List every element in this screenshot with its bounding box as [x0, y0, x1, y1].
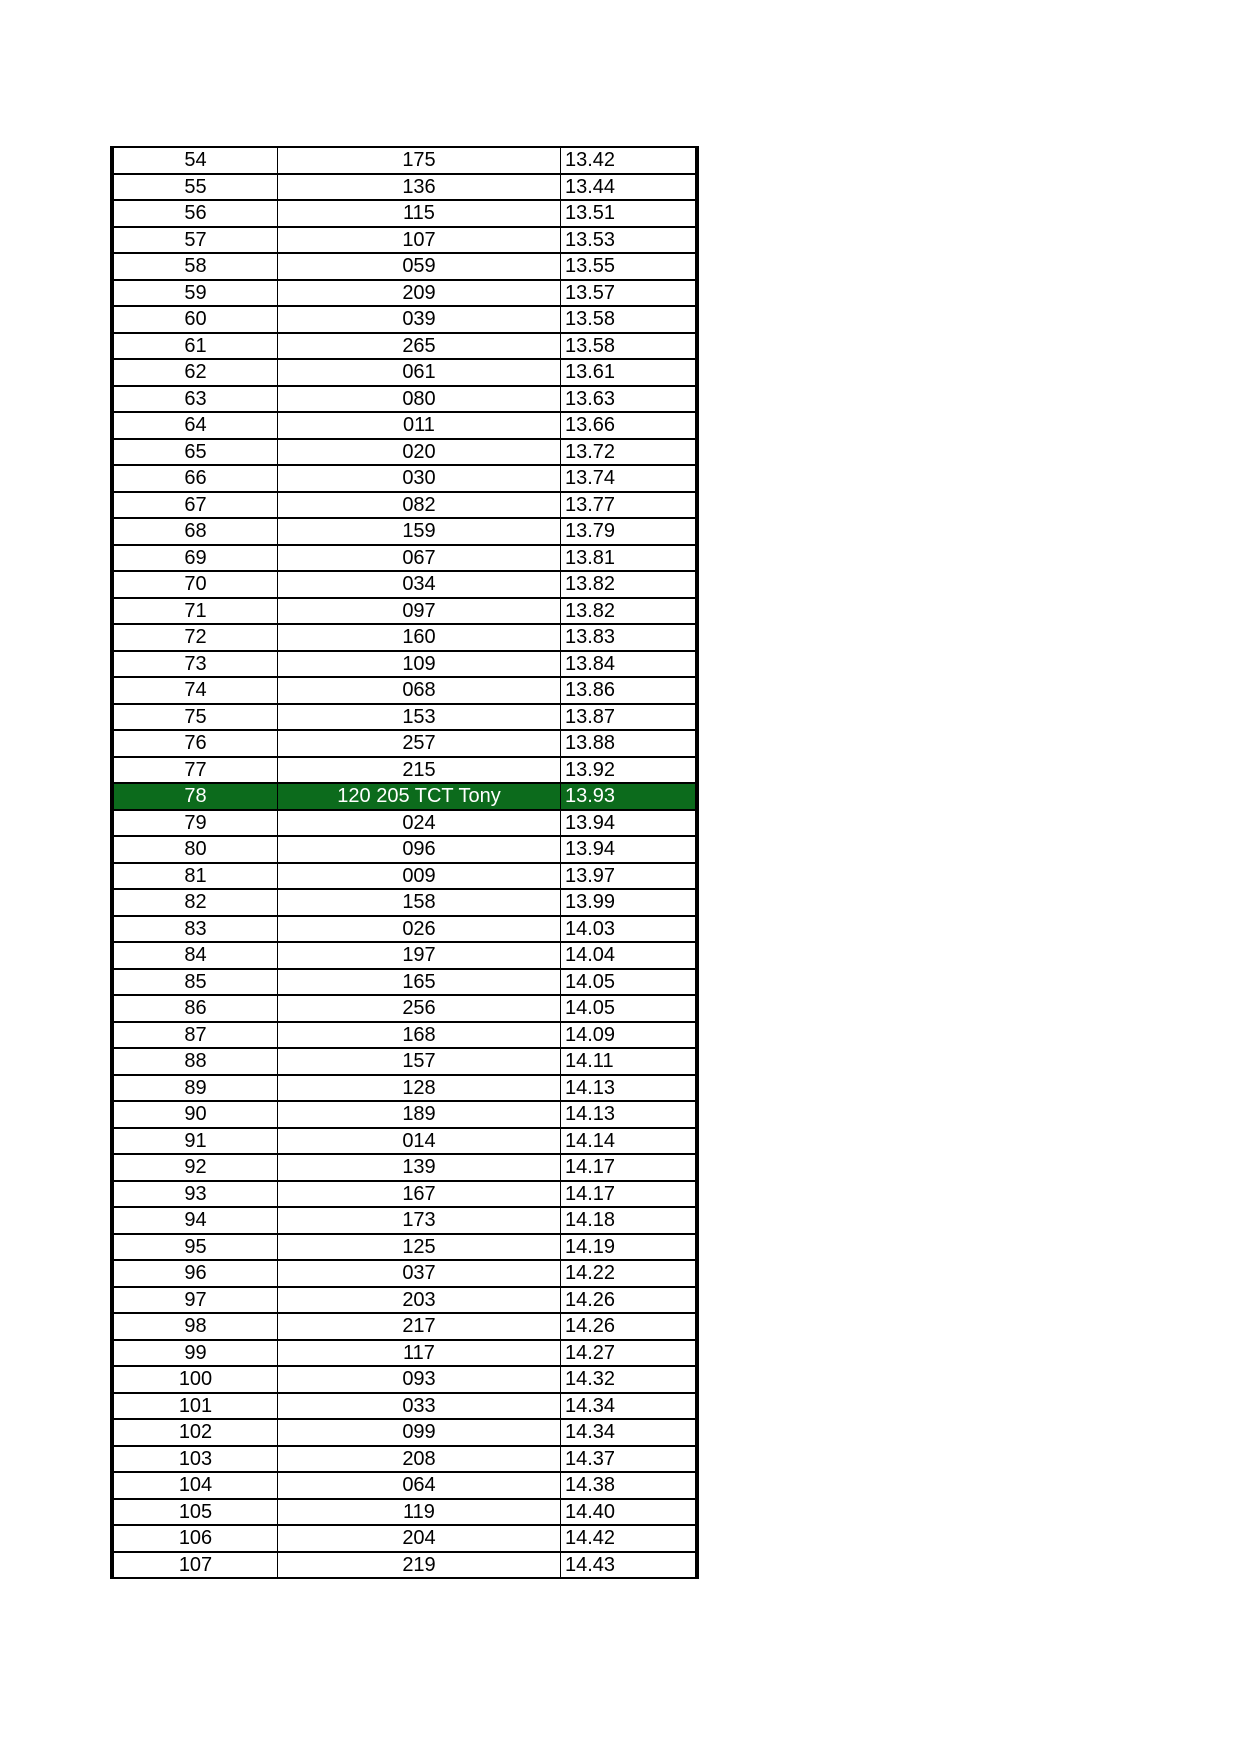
- place-cell: 79: [112, 810, 278, 837]
- entry-id-cell: 020: [278, 439, 561, 466]
- time-cell: 13.63: [561, 386, 698, 413]
- place-cell: 97: [112, 1287, 278, 1314]
- results-table: [110, 146, 699, 1579]
- place-cell: 106: [112, 1525, 278, 1552]
- table-row: [112, 1472, 697, 1499]
- entry-id-cell: 026: [278, 916, 561, 943]
- time-cell: 13.82: [561, 571, 698, 598]
- entry-id-cell: 061: [278, 359, 561, 386]
- table-row: [112, 492, 697, 519]
- time-cell: 14.32: [561, 1366, 698, 1393]
- time-cell: 13.53: [561, 227, 698, 254]
- place-cell: 74: [112, 677, 278, 704]
- time-cell: 13.66: [561, 412, 698, 439]
- results-table-body: [112, 147, 697, 1578]
- table-row: [112, 836, 697, 863]
- table-row: [112, 1101, 697, 1128]
- entry-id-cell: 139: [278, 1154, 561, 1181]
- entry-id-cell: 109: [278, 651, 561, 678]
- time-cell: 14.26: [561, 1287, 698, 1314]
- place-cell: 88: [112, 1048, 278, 1075]
- place-cell: 103: [112, 1446, 278, 1473]
- entry-id-cell: 208: [278, 1446, 561, 1473]
- place-cell: 94: [112, 1207, 278, 1234]
- time-cell: 13.55: [561, 253, 698, 280]
- table-row: [112, 386, 697, 413]
- time-cell: 14.05: [561, 969, 698, 996]
- place-cell: 96: [112, 1260, 278, 1287]
- place-cell: 77: [112, 757, 278, 784]
- entry-id-cell: 082: [278, 492, 561, 519]
- place-cell: 69: [112, 545, 278, 572]
- entry-id-cell: 039: [278, 306, 561, 333]
- entry-id-cell: 157: [278, 1048, 561, 1075]
- place-cell: 92: [112, 1154, 278, 1181]
- time-cell: 13.93: [561, 783, 698, 810]
- table-row: [112, 147, 697, 174]
- entry-id-cell: 219: [278, 1552, 561, 1579]
- time-cell: 13.81: [561, 545, 698, 572]
- table-row-highlighted: [112, 783, 697, 810]
- entry-id-cell: 068: [278, 677, 561, 704]
- table-row: [112, 1499, 697, 1526]
- place-cell: 59: [112, 280, 278, 307]
- entry-id-cell: 037: [278, 1260, 561, 1287]
- entry-id-cell: 096: [278, 836, 561, 863]
- place-cell: 80: [112, 836, 278, 863]
- place-cell: 62: [112, 359, 278, 386]
- table-row: [112, 545, 697, 572]
- place-cell: 67: [112, 492, 278, 519]
- table-row: [112, 889, 697, 916]
- entry-id-cell: 165: [278, 969, 561, 996]
- table-row: [112, 227, 697, 254]
- entry-id-cell: 099: [278, 1419, 561, 1446]
- table-row: [112, 1313, 697, 1340]
- table-row: [112, 1340, 697, 1367]
- time-cell: 14.13: [561, 1101, 698, 1128]
- entry-id-cell: 257: [278, 730, 561, 757]
- table-row: [112, 863, 697, 890]
- entry-id-cell: 119: [278, 1499, 561, 1526]
- place-cell: 54: [112, 147, 278, 174]
- time-cell: 13.79: [561, 518, 698, 545]
- entry-id-cell: 080: [278, 386, 561, 413]
- place-cell: 61: [112, 333, 278, 360]
- place-cell: 75: [112, 704, 278, 731]
- entry-id-cell: 009: [278, 863, 561, 890]
- table-row: [112, 306, 697, 333]
- time-cell: 13.94: [561, 810, 698, 837]
- table-row: [112, 598, 697, 625]
- entry-id-cell: 136: [278, 174, 561, 201]
- table-row: [112, 1552, 697, 1579]
- place-cell: 71: [112, 598, 278, 625]
- table-row: [112, 174, 697, 201]
- table-row: [112, 1154, 697, 1181]
- table-row: [112, 518, 697, 545]
- place-cell: 60: [112, 306, 278, 333]
- time-cell: 14.42: [561, 1525, 698, 1552]
- time-cell: 13.74: [561, 465, 698, 492]
- entry-id-cell: 159: [278, 518, 561, 545]
- table-row: [112, 995, 697, 1022]
- table-row: [112, 969, 697, 996]
- place-cell: 104: [112, 1472, 278, 1499]
- entry-id-cell: 153: [278, 704, 561, 731]
- table-row: [112, 1128, 697, 1155]
- time-cell: 13.44: [561, 174, 698, 201]
- place-cell: 105: [112, 1499, 278, 1526]
- place-cell: 81: [112, 863, 278, 890]
- entry-id-cell: 034: [278, 571, 561, 598]
- entry-id-cell: 093: [278, 1366, 561, 1393]
- time-cell: 13.61: [561, 359, 698, 386]
- table-row: [112, 439, 697, 466]
- place-cell: 65: [112, 439, 278, 466]
- place-cell: 70: [112, 571, 278, 598]
- table-row: [112, 280, 697, 307]
- table-row: [112, 1525, 697, 1552]
- table-row: [112, 916, 697, 943]
- entry-id-cell: 215: [278, 757, 561, 784]
- time-cell: 14.37: [561, 1446, 698, 1473]
- place-cell: 100: [112, 1366, 278, 1393]
- time-cell: 14.17: [561, 1154, 698, 1181]
- entry-id-cell: 256: [278, 995, 561, 1022]
- place-cell: 90: [112, 1101, 278, 1128]
- entry-id-cell: 265: [278, 333, 561, 360]
- entry-id-cell: 067: [278, 545, 561, 572]
- entry-id-cell: 115: [278, 200, 561, 227]
- time-cell: 13.88: [561, 730, 698, 757]
- table-row: [112, 1287, 697, 1314]
- entry-id-cell: 160: [278, 624, 561, 651]
- table-row: [112, 253, 697, 280]
- place-cell: 76: [112, 730, 278, 757]
- time-cell: 13.92: [561, 757, 698, 784]
- time-cell: 14.26: [561, 1313, 698, 1340]
- entry-id-cell: 120 205 TCT Tony: [278, 783, 561, 810]
- entry-id-cell: 059: [278, 253, 561, 280]
- table-row: [112, 1260, 697, 1287]
- place-cell: 78: [112, 783, 278, 810]
- place-cell: 99: [112, 1340, 278, 1367]
- table-row: [112, 571, 697, 598]
- time-cell: 13.83: [561, 624, 698, 651]
- time-cell: 13.99: [561, 889, 698, 916]
- table-row: [112, 730, 697, 757]
- table-row: [112, 1022, 697, 1049]
- entry-id-cell: 217: [278, 1313, 561, 1340]
- time-cell: 14.03: [561, 916, 698, 943]
- table-row: [112, 333, 697, 360]
- time-cell: 13.84: [561, 651, 698, 678]
- time-cell: 13.72: [561, 439, 698, 466]
- entry-id-cell: 033: [278, 1393, 561, 1420]
- entry-id-cell: 189: [278, 1101, 561, 1128]
- table-row: [112, 704, 697, 731]
- table-row: [112, 1393, 697, 1420]
- time-cell: 13.42: [561, 147, 698, 174]
- place-cell: 64: [112, 412, 278, 439]
- entry-id-cell: 204: [278, 1525, 561, 1552]
- place-cell: 82: [112, 889, 278, 916]
- time-cell: 14.27: [561, 1340, 698, 1367]
- table-row: [112, 1075, 697, 1102]
- place-cell: 84: [112, 942, 278, 969]
- place-cell: 86: [112, 995, 278, 1022]
- table-row: [112, 200, 697, 227]
- entry-id-cell: 128: [278, 1075, 561, 1102]
- place-cell: 98: [112, 1313, 278, 1340]
- time-cell: 14.19: [561, 1234, 698, 1261]
- table-row: [112, 412, 697, 439]
- place-cell: 95: [112, 1234, 278, 1261]
- table-row: [112, 1181, 697, 1208]
- table-row: [112, 1048, 697, 1075]
- place-cell: 87: [112, 1022, 278, 1049]
- time-cell: 14.05: [561, 995, 698, 1022]
- entry-id-cell: 209: [278, 280, 561, 307]
- place-cell: 83: [112, 916, 278, 943]
- entry-id-cell: 175: [278, 147, 561, 174]
- place-cell: 73: [112, 651, 278, 678]
- place-cell: 107: [112, 1552, 278, 1579]
- place-cell: 72: [112, 624, 278, 651]
- time-cell: 13.86: [561, 677, 698, 704]
- place-cell: 101: [112, 1393, 278, 1420]
- place-cell: 58: [112, 253, 278, 280]
- time-cell: 14.22: [561, 1260, 698, 1287]
- entry-id-cell: 097: [278, 598, 561, 625]
- place-cell: 89: [112, 1075, 278, 1102]
- entry-id-cell: 173: [278, 1207, 561, 1234]
- table-row: [112, 1419, 697, 1446]
- entry-id-cell: 203: [278, 1287, 561, 1314]
- place-cell: 85: [112, 969, 278, 996]
- table-row: [112, 359, 697, 386]
- place-cell: 66: [112, 465, 278, 492]
- table-row: [112, 677, 697, 704]
- table-row: [112, 1207, 697, 1234]
- time-cell: 13.87: [561, 704, 698, 731]
- time-cell: 14.11: [561, 1048, 698, 1075]
- entry-id-cell: 107: [278, 227, 561, 254]
- entry-id-cell: 197: [278, 942, 561, 969]
- table-row: [112, 1234, 697, 1261]
- time-cell: 13.57: [561, 280, 698, 307]
- entry-id-cell: 030: [278, 465, 561, 492]
- entry-id-cell: 024: [278, 810, 561, 837]
- place-cell: 57: [112, 227, 278, 254]
- time-cell: 14.13: [561, 1075, 698, 1102]
- entry-id-cell: 064: [278, 1472, 561, 1499]
- entry-id-cell: 011: [278, 412, 561, 439]
- time-cell: 14.14: [561, 1128, 698, 1155]
- entry-id-cell: 167: [278, 1181, 561, 1208]
- time-cell: 13.77: [561, 492, 698, 519]
- table-row: [112, 624, 697, 651]
- time-cell: 13.58: [561, 306, 698, 333]
- time-cell: 14.34: [561, 1419, 698, 1446]
- entry-id-cell: 158: [278, 889, 561, 916]
- time-cell: 14.17: [561, 1181, 698, 1208]
- place-cell: 63: [112, 386, 278, 413]
- time-cell: 13.58: [561, 333, 698, 360]
- time-cell: 14.43: [561, 1552, 698, 1579]
- place-cell: 93: [112, 1181, 278, 1208]
- time-cell: 14.04: [561, 942, 698, 969]
- entry-id-cell: 168: [278, 1022, 561, 1049]
- table-row: [112, 651, 697, 678]
- time-cell: 14.38: [561, 1472, 698, 1499]
- time-cell: 13.51: [561, 200, 698, 227]
- table-row: [112, 465, 697, 492]
- entry-id-cell: 014: [278, 1128, 561, 1155]
- time-cell: 14.18: [561, 1207, 698, 1234]
- table-row: [112, 1366, 697, 1393]
- place-cell: 68: [112, 518, 278, 545]
- table-row: [112, 757, 697, 784]
- entry-id-cell: 125: [278, 1234, 561, 1261]
- time-cell: 13.82: [561, 598, 698, 625]
- time-cell: 13.97: [561, 863, 698, 890]
- entry-id-cell: 117: [278, 1340, 561, 1367]
- time-cell: 14.34: [561, 1393, 698, 1420]
- time-cell: 13.94: [561, 836, 698, 863]
- place-cell: 55: [112, 174, 278, 201]
- place-cell: 102: [112, 1419, 278, 1446]
- table-row: [112, 810, 697, 837]
- time-cell: 14.40: [561, 1499, 698, 1526]
- table-row: [112, 942, 697, 969]
- place-cell: 56: [112, 200, 278, 227]
- place-cell: 91: [112, 1128, 278, 1155]
- time-cell: 14.09: [561, 1022, 698, 1049]
- table-row: [112, 1446, 697, 1473]
